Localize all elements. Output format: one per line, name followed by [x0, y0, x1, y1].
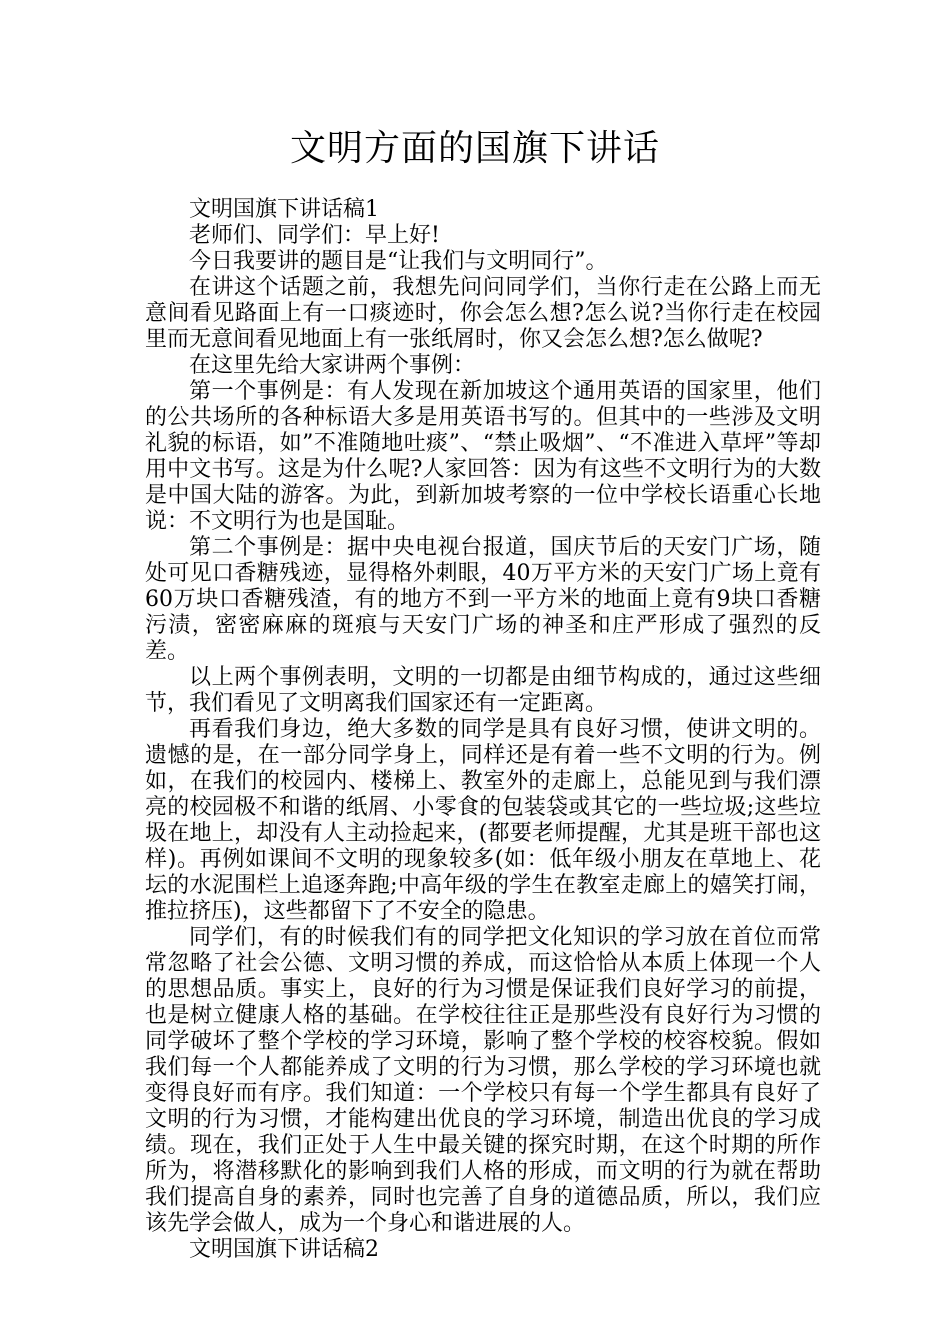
example-one-paragraph: 第一个事例是：有人发现在新加坡这个通用英语的国家里，他们的公共场所的各种标语大多是用英语书写的。但其中的一些涉及文明礼貌的标语，如”不准随地吐痰”、“禁止吸烟”、“不准进入草坪”等却用中文书写。这是为什么呢?人家回答：因为有这些不文明行为的大数是中国大陆的游客。为此，到新加坡考察的一位中学校长语重心长地说：不文明行为也是国耻。: [145, 379, 821, 534]
greeting-paragraph: 老师们、同学们：早上好!: [189, 223, 440, 248]
intro-question-paragraph: 在讲这个话题之前，我想先问问同学们，当你行走在公路上而无意间看见路面上有一口痰迹时，你会怎么想?怎么说?当你行走在校园里而无意间看见地面上有一张纸屑时，你又会怎么想?怎么做呢?: [145, 275, 821, 352]
conclusion-paragraph: 同学们，有的时候我们有的同学把文化知识的学习放在首位而常常忽略了社会公德、文明习惯的养成，而这恰恰从本质上体现一个人的思想品质。事实上，良好的行为习惯是保证我们良好学习的前提，也是树立健康人格的基础。在学校往往正是那些没有良好行为习惯的同学破坏了整个学校的学习环境，影响了整个学校的校容校貌。假如我们每一个人都能养成了文明的行为习惯，那么学校的学习环境也就变得良好而有序。我们知道：一个学校只有每一个学生都具有良好了文明的行为习惯，才能构建出优良的学习环境，制造出优良的学习成绩。现在，我们正处于人生中最关键的探究时期，在这个时期的所作所为，将潜移默化的影响到我们人格的形成，而文明的行为就在帮助我们提高自身的素养，同时也完善了自身的道德品质，所以，我们应该先学会做人，成为一个身心和谐进展的人。: [145, 925, 821, 1236]
document-body: [145, 197, 821, 1263]
examples-intro-paragraph: 在这里先给大家讲两个事例：: [189, 353, 476, 378]
section-heading-2: 文明国旗下讲话稿2: [189, 1237, 379, 1262]
campus-behavior-paragraph: 再看我们身边，绝大多数的同学是具有良好习惯，使讲文明的。遗憾的是，在一部分同学身上，同样还是有着一些不文明的行为。例如，在我们的校园内、楼梯上、教室外的走廊上，总能见到与我们漂亮的校园极不和谐的纸屑、小零食的包装袋或其它的一些垃圾;这些垃圾在地上，却没有人主动捡起来，(都要老师提醒，尤其是班干部也这样)。再例如课间不文明的现象较多(如：低年级小朋友在草地上、花坛的水泥围栏上追逐奔跑;中高年级的学生在教室走廊上的嬉笑打闹，推拉挤压)，这些都留下了不安全的隐患。: [145, 717, 821, 924]
examples-summary-paragraph: 以上两个事例表明，文明的一切都是由细节构成的，通过这些细节，我们看见了文明离我们国家还有一定距离。: [145, 665, 821, 716]
example-two-paragraph: 第二个事例是：据中央电视台报道，国庆节后的天安门广场，随处可见口香糖残迹，显得格外刺眼，40万平方米的天安门广场上竟有60万块口香糖残渣，有的地方不到一平方米的地面上竟有9块口香糖污渍，密密麻麻的斑痕与天安门广场的神圣和庄严形成了强烈的反差。: [145, 535, 821, 664]
topic-paragraph: 今日我要讲的题目是“让我们与文明同行”。: [189, 249, 608, 274]
section-heading-1: 文明国旗下讲话稿1: [189, 197, 379, 222]
document-title: 文明方面的国旗下讲话: [289, 128, 660, 169]
